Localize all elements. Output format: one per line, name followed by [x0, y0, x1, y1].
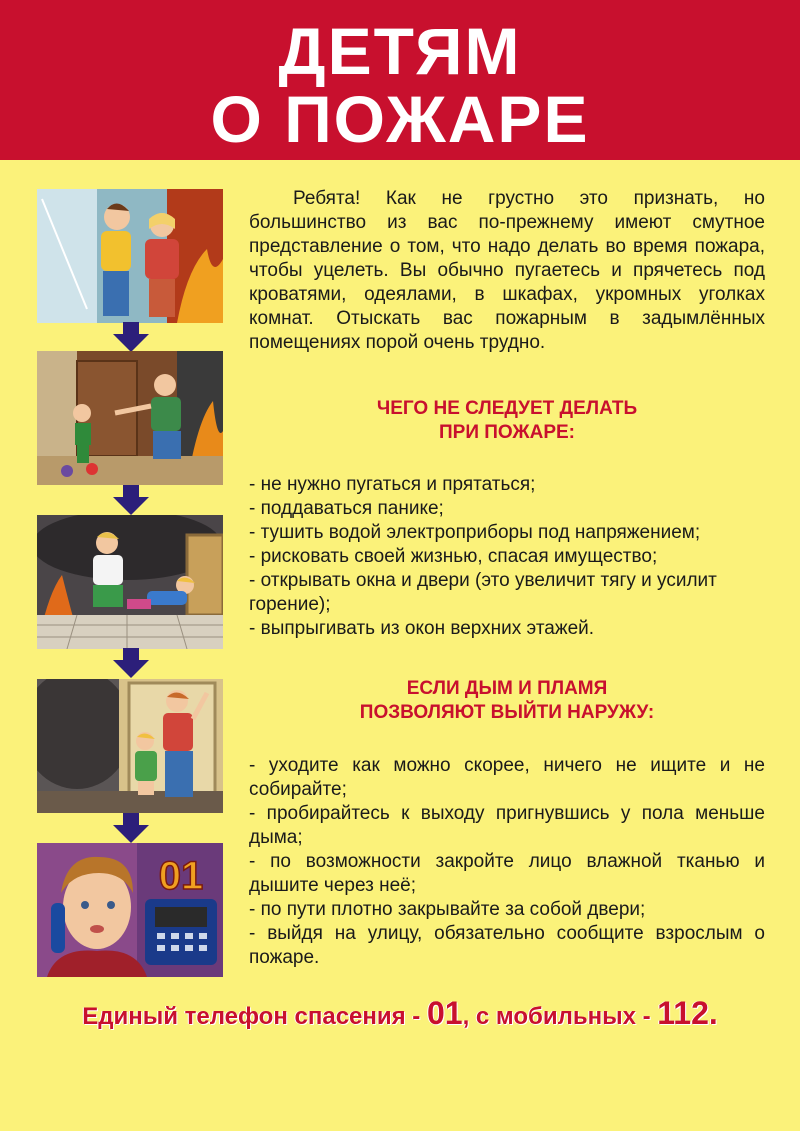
title-line-1: ДЕТЯМ: [278, 14, 522, 88]
heading-escape-line-2: ПОЗВОЛЯЮТ ВЫЙТИ НАРУЖУ:: [359, 702, 655, 723]
section-heading-dont: [249, 397, 765, 445]
down-arrow-icon: [113, 648, 149, 678]
footer-suffix: .: [708, 995, 718, 1031]
list-item: - выйдя на улицу, обязательно сообщите взрослым о пожаре.: [249, 923, 765, 968]
list-item: - не нужно пугаться и прятаться;: [249, 474, 536, 495]
list-item: - поддаваться панике;: [249, 498, 444, 519]
list-item: - открывать окна и двери (это увеличит тягу и усилит горение);: [249, 570, 717, 615]
list-item: - рисковать своей жизнью, спасая имущество;: [249, 546, 658, 567]
intro-paragraph: [249, 187, 765, 355]
title-banner: [0, 0, 800, 160]
list-item: - по пути плотно закрывайте за собой двери;: [249, 899, 646, 920]
list-item: - пробирайтесь к выходу пригнувшись у пола меньше дыма;: [249, 803, 765, 848]
emergency-number-112: 112: [657, 995, 709, 1031]
down-arrow-icon: [113, 485, 149, 515]
children-exiting-door-illustration: [37, 679, 223, 813]
children-fleeing-icon: [37, 189, 223, 323]
boy-calling-01-illustration: [37, 843, 223, 977]
title-line-2: О ПОЖАРЕ: [210, 82, 590, 156]
emergency-number-01: 01: [426, 995, 463, 1031]
children-crawling-under-smoke-illustration: [37, 515, 223, 649]
intro-text: Ребята! Как не грустно это признать, но большинство из вас по-прежнему имеют смутное представление о том, что надо делать во время пожара, чтобы уцелеть. Вы обычно пугаетесь и прячетесь под кроватями, одеялами, в шкафах, укромных уголках комнат. Отыскать вас пожарным в задымлённых помещениях порой очень трудно.: [249, 188, 765, 353]
crawling-children-icon: [37, 515, 223, 649]
children-fleeing-window-illustration: [37, 189, 223, 323]
down-arrow-icon: [113, 322, 149, 352]
emergency-phone-line: [0, 995, 800, 1035]
escape-list: [249, 754, 765, 970]
phone-label-01: 01: [158, 854, 204, 898]
heading-dont-line-2: ПРИ ПОЖАРЕ:: [438, 422, 575, 443]
footer-prefix: Единый телефон спасения -: [82, 1003, 427, 1030]
list-item: - тушить водой электроприборы под напряжением;: [249, 522, 701, 543]
heading-dont-line-1: ЧЕГО НЕ СЛЕДУЕТ ДЕЛАТЬ: [376, 398, 638, 419]
dont-list: [249, 473, 765, 641]
child-helping-icon: [37, 351, 223, 485]
exit-door-icon: [37, 679, 223, 813]
phone-call-icon: [37, 843, 223, 977]
heading-escape-line-1: ЕСЛИ ДЫМ И ПЛАМЯ: [406, 678, 608, 699]
list-item: - уходите как можно скорее, ничего не ищите и не собирайте;: [249, 755, 765, 800]
footer-middle: , с мобильных -: [462, 1003, 658, 1030]
child-helping-sibling-illustration: [37, 351, 223, 485]
down-arrow-icon: [113, 813, 149, 843]
section-heading-escape: [249, 677, 765, 725]
list-item: - по возможности закройте лицо влажной тканью и дышите через неё;: [249, 851, 765, 896]
list-item: - выпрыгивать из окон верхних этажей.: [249, 618, 595, 639]
